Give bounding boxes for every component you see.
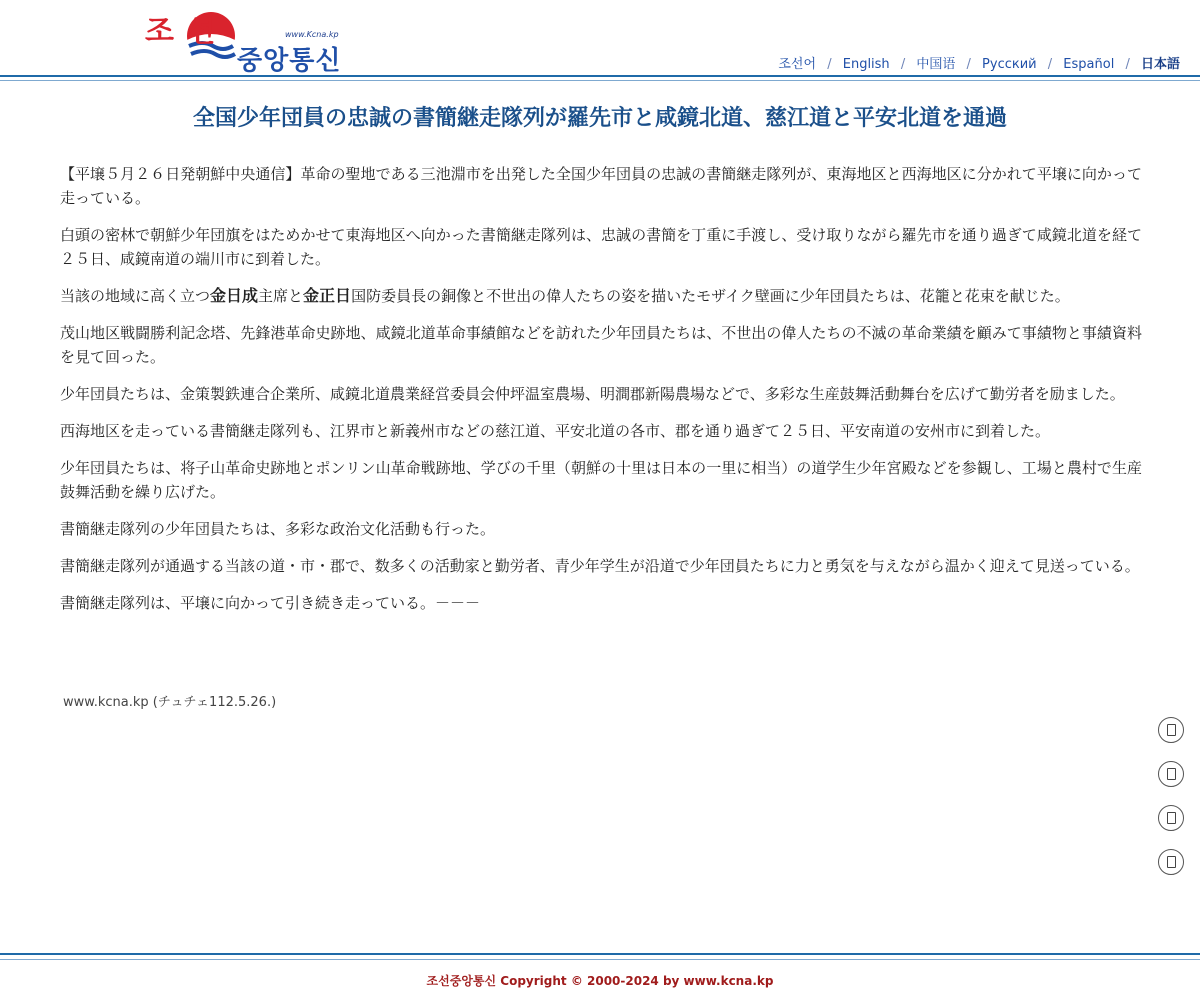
logo-bottom-text: 중앙통신 xyxy=(237,46,342,76)
kcna-logo[interactable] xyxy=(145,6,360,76)
footer-divider-thin xyxy=(0,959,1200,960)
lang-link-russian[interactable]: Русский xyxy=(982,57,1037,72)
lang-link-english[interactable]: English xyxy=(842,57,890,72)
lang-link-chinese[interactable]: 中国语 xyxy=(916,57,956,72)
lang-separator: / xyxy=(827,57,832,72)
paragraph-text: 当該の地域に高く立つ xyxy=(60,287,211,305)
site-header xyxy=(0,0,1200,82)
header-divider xyxy=(0,75,1200,77)
article-paragraph xyxy=(60,284,1142,308)
language-bar xyxy=(778,53,1180,72)
logo-url-text: www.Kcna.kp xyxy=(285,30,339,39)
paragraph-text: 国防委員長の銅像と不世出の偉人たちの姿を描いたモザイク壁画に少年団員たちは、花籠と花束を献じた。 xyxy=(351,287,1070,305)
article-paragraph: 【平壌５月２６日発朝鮮中央通信】革命の聖地である三池淵市を出発した全国少年団員の忠誠の書簡継走隊列が、東海地区と西海地区に分かれて平壌に向かって走っている。 xyxy=(60,165,1142,207)
document-icon[interactable] xyxy=(1158,849,1184,875)
article-paragraph: 少年団員たちは、将子山革命史跡地とポンリン山革命戦跡地、学びの千里（朝鮮の十里は日本の一里に相当）の道学生少年宮殿などを参観し、工場と農村で生産鼓舞活動を繰り広げた。 xyxy=(60,459,1142,501)
document-icon[interactable] xyxy=(1158,761,1184,787)
document-glyph-icon xyxy=(1167,768,1176,780)
article-paragraph: 少年団員たちは、金策製鉄連合企業所、咸鏡北道農業経営委員会仲坪温室農場、明澗郡新陽農場などで、多彩な生産鼓舞活動舞台を広げて勤労者を励ました。 xyxy=(60,385,1125,403)
lang-link-japanese[interactable]: 日本語 xyxy=(1140,57,1180,72)
article-paragraph: 白頭の密林で朝鮮少年団旗をはためかせて東海地区へ向かった書簡継走隊列は、忠誠の書簡を丁重に手渡し、受け取りながら羅先市を通り過ぎて咸鏡北道を経て２５日、咸鏡南道の端川市に到着した。 xyxy=(60,226,1142,268)
document-glyph-icon xyxy=(1167,724,1176,736)
lang-separator: / xyxy=(1125,57,1130,72)
leader-name: 金正日 xyxy=(303,286,352,305)
footer-divider xyxy=(0,953,1200,955)
article-paragraph: 書簡継走隊列が通過する当該の道・市・郡で、数多くの活動家と勤労者、青少年学生が沿道で少年団員たちに力と勇気を与えながら温かく迎えて見送っている。 xyxy=(60,557,1140,575)
article-paragraph: 書簡継走隊列は、平壌に向かって引き続き走っている。－－－ xyxy=(60,594,481,612)
side-toolbar xyxy=(1158,717,1188,893)
lang-link-korean[interactable]: 조선어 xyxy=(778,57,817,72)
document-icon[interactable] xyxy=(1158,717,1184,743)
lang-separator: / xyxy=(966,57,971,72)
logo-top-text: 조 선 xyxy=(145,14,217,49)
lang-link-spanish[interactable]: Español xyxy=(1063,57,1115,72)
article-body xyxy=(60,162,1142,628)
leader-name: 金日成 xyxy=(210,286,259,305)
lang-separator: / xyxy=(900,57,906,72)
document-icon[interactable] xyxy=(1158,805,1184,831)
article-paragraph: 茂山地区戦闘勝利記念塔、先鋒港革命史跡地、咸鏡北道革命事績館などを訪れた少年団員たちは、不世出の偉人たちの不滅の革命業績を顧みて事績物と事績資料を見て回った。 xyxy=(60,324,1142,366)
paragraph-text: 主席と xyxy=(258,287,304,305)
article-paragraph: 西海地区を走っている書簡継走隊列も、江界市と新義州市などの慈江道、平安北道の各市、郡を通り過ぎて２５日、平安南道の安州市に到着した。 xyxy=(60,422,1051,440)
article-paragraph: 書簡継走隊列の少年団員たちは、多彩な政治文化活動も行った。 xyxy=(60,520,496,538)
document-glyph-icon xyxy=(1167,856,1176,868)
article-title: 全国少年団員の忠誠の書簡継走隊列が羅先市と咸鏡北道、慈江道と平安北道を通過 xyxy=(192,106,1007,131)
header-divider-thin xyxy=(0,80,1200,81)
lang-separator: / xyxy=(1047,57,1053,72)
article-byline: www.kcna.kp (チュチェ112.5.26.) xyxy=(63,695,277,710)
footer-copyright: 조선중앙통신 Copyright © 2000-2024 by www.kcna.kp xyxy=(426,974,774,988)
document-glyph-icon xyxy=(1167,812,1176,824)
